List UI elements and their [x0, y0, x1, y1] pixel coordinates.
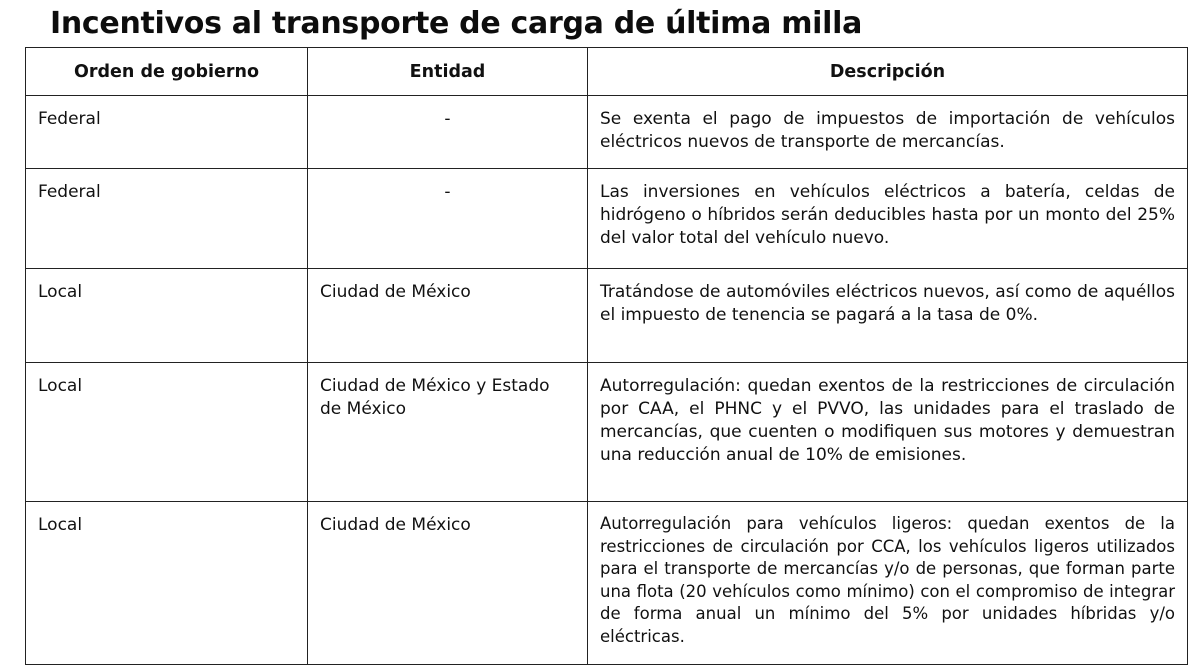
cell-orden: Local [26, 363, 308, 502]
cell-descripcion: Tratándose de automóviles eléctricos nuevos, así como de aquéllos el impuesto de tenencia se pagará a la tasa de 0%. [588, 269, 1188, 363]
cell-entidad: Ciudad de México y Estado de México [308, 363, 588, 502]
incentives-table [25, 47, 1188, 665]
table-row [26, 363, 1188, 502]
header-entidad: Entidad [308, 48, 588, 96]
table-row [26, 269, 1188, 363]
page-title: Incentivos al transporte de carga de última milla [50, 6, 863, 41]
cell-orden: Local [26, 502, 308, 665]
cell-descripcion: Autorregulación: quedan exentos de la restricciones de circulación por CAA, el PHNC y el PVVO, las unidades para el traslado de mercancías, que cuenten o modifiquen sus motores y demuestran una reducción anual de 10% de emisiones. [588, 363, 1188, 502]
cell-descripcion: Se exenta el pago de impuestos de importación de vehículos eléctricos nuevos de transporte de mercancías. [588, 96, 1188, 169]
cell-orden: Federal [26, 169, 308, 269]
cell-descripcion: Las inversiones en vehículos eléctricos a batería, celdas de hidrógeno o híbridos serán deducibles hasta por un monto del 25% del valor total del vehículo nuevo. [588, 169, 1188, 269]
header-descripcion: Descripción [588, 48, 1188, 96]
table-row [26, 96, 1188, 169]
table-row [26, 502, 1188, 665]
table-row [26, 169, 1188, 269]
cell-entidad: - [308, 96, 588, 169]
cell-orden: Local [26, 269, 308, 363]
cell-orden: Federal [26, 96, 308, 169]
cell-entidad: - [308, 169, 588, 269]
table-header-row [26, 48, 1188, 96]
cell-entidad: Ciudad de México [308, 502, 588, 665]
header-orden-de-gobierno: Orden de gobierno [26, 48, 308, 96]
cell-entidad: Ciudad de México [308, 269, 588, 363]
cell-descripcion: Autorregulación para vehículos ligeros: quedan exentos de la restricciones de circulación por CCA, los vehículos ligeros utilizados para el transporte de mercancías y/o de personas, que forman parte una flota (20 vehículos como mínimo) con el compromiso de integrar de forma anual un mínimo del 5% por unidades híbridas y/o eléctricas. [588, 502, 1188, 665]
